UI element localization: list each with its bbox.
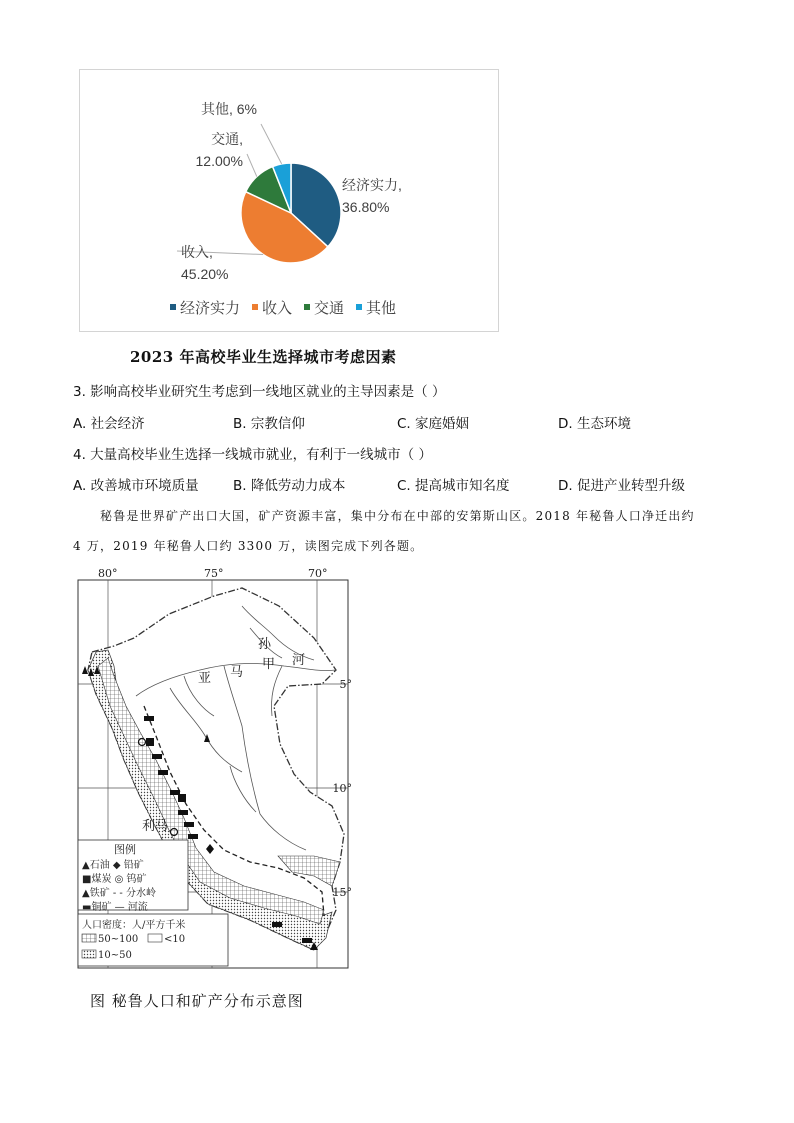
leader-line-3: [247, 154, 257, 177]
peru-map: [74, 566, 354, 972]
question-4: 4. 大量高校毕业生选择一线城市就业，有利于一线城市（ ）: [73, 447, 432, 463]
data-label-1: 经济实力, 36.80%: [342, 177, 402, 215]
legend-row-1: ▲石油 ◆ 铅矿: [82, 860, 144, 871]
q3-option-d: D. 生态环境: [558, 416, 631, 432]
lat-label-15: 15°: [332, 886, 352, 899]
density-item-2: <10: [164, 934, 186, 945]
legend-label-3: 交通: [314, 300, 345, 317]
river-label-2: 河: [292, 653, 306, 668]
city-label-lima: 利马: [142, 819, 169, 834]
passage-line-1: 秘鲁是世界矿产出口大国，矿产资源丰富，集中分布在中部的安第斯山区。2018 年秘鲁人口净迁出约: [100, 509, 695, 523]
legend-row-3: ▲铁矿 - - 分水岭: [82, 888, 156, 899]
density-title: 人口密度：人/平方千米: [82, 920, 186, 931]
data-label-2: 收入, 45.20%: [181, 244, 229, 282]
lon-label-70: 70°: [308, 567, 328, 580]
lon-label-80: 80°: [98, 567, 118, 580]
q4-option-d: D. 促进产业转型升级: [558, 478, 685, 494]
data-label-4: 其他, 6%: [200, 101, 257, 117]
river-label-3: 亚: [198, 671, 212, 686]
lat-label-5: 5°: [339, 678, 352, 691]
river-label-4: 马: [230, 665, 244, 680]
q4-option-a: A. 改善城市环境质量: [73, 478, 199, 494]
river-label-5: 甲: [262, 657, 276, 672]
legend-swatch-3: [304, 304, 310, 310]
legend-swatch-2: [252, 304, 258, 310]
leader-line-4: [261, 124, 282, 164]
q3-option-a: A. 社会经济: [73, 416, 145, 432]
density-item-3: 10~50: [98, 950, 132, 961]
q4-option-b: B. 降低劳动力成本: [233, 478, 346, 494]
q4-option-c: C. 提高城市知名度: [397, 478, 510, 494]
pie-chart-frame: [79, 69, 499, 332]
legend-label-2: 收入: [262, 300, 293, 317]
legend-title: 图例: [114, 843, 136, 856]
legend-row-4: ▬铜矿 — 河流: [82, 902, 148, 913]
density-item-1: 50~100: [98, 934, 139, 945]
chart-caption: 2023 年高校毕业生选择城市考虑因素: [130, 348, 397, 366]
legend-swatch-1: [170, 304, 176, 310]
legend-row-2: ■煤炭 ◎ 钨矿: [82, 874, 147, 885]
data-label-3: 交通, 12.00%: [195, 131, 243, 169]
legend-label-1: 经济实力: [180, 300, 241, 317]
lat-label-10: 10°: [332, 782, 352, 795]
legend-swatch-4: [356, 304, 362, 310]
q3-option-c: C. 家庭婚姻: [397, 416, 470, 432]
map-caption: 图 秘鲁人口和矿产分布示意图: [90, 992, 304, 1010]
question-3: 3. 影响高校毕业研究生考虑到一线地区就业的主导因素是（ ）: [73, 384, 446, 400]
legend-label-4: 其他: [366, 300, 397, 317]
river-label-1: 孙: [258, 637, 272, 652]
q3-option-b: B. 宗教信仰: [233, 416, 305, 432]
passage-line-2: 4 万，2019 年秘鲁人口约 3300 万，读图完成下列各题。: [73, 539, 424, 553]
lon-label-75: 75°: [204, 567, 224, 580]
pie-chart: [80, 70, 500, 333]
